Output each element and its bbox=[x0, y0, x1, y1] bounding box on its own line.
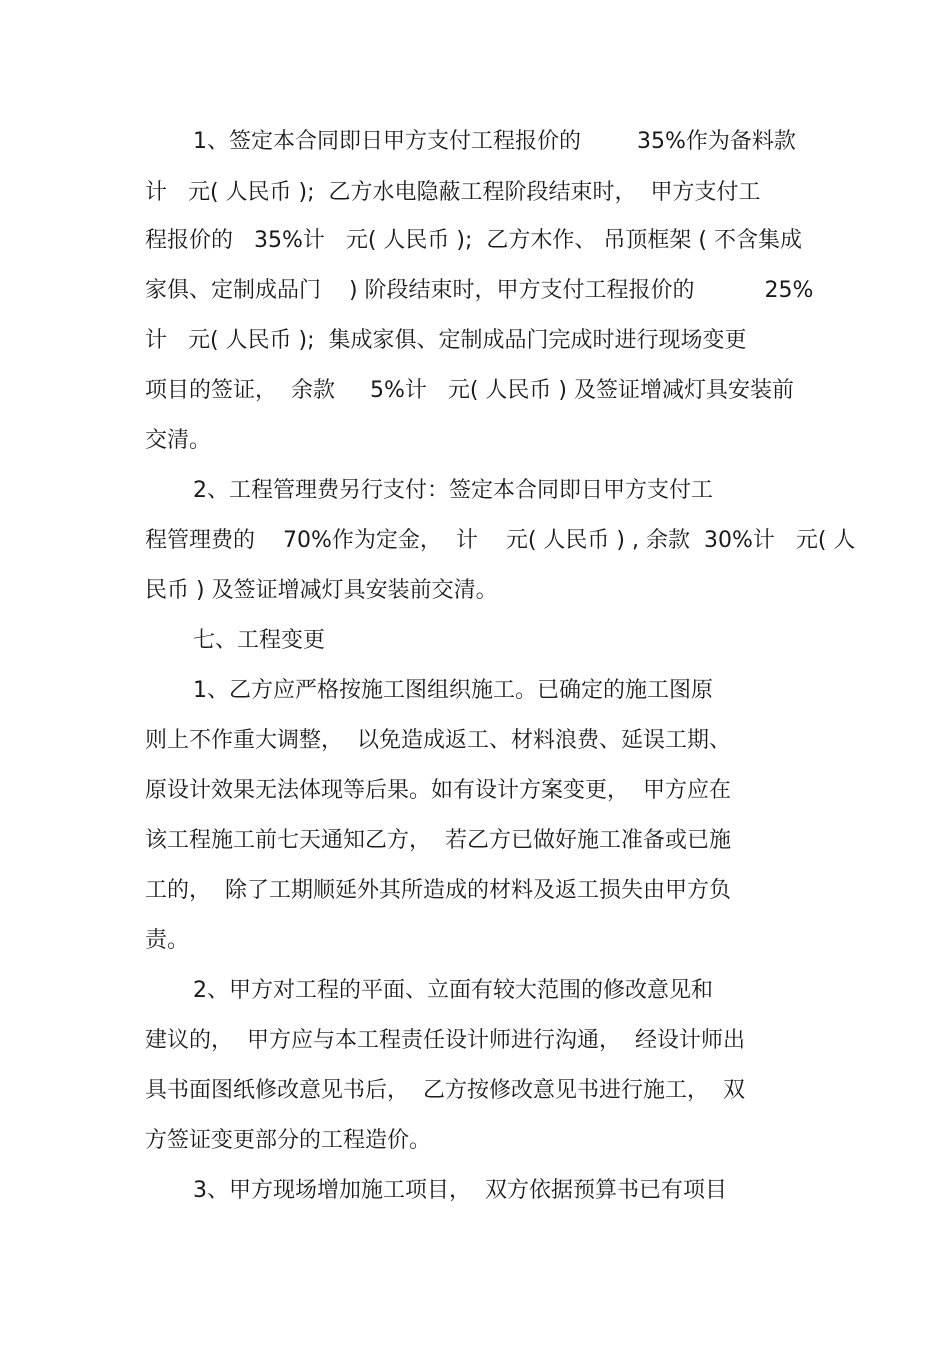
text-line: 程报价的 35%计 元( 人民币 ); 乙方木作、 吊顶框架 ( 不含集成 bbox=[145, 228, 802, 253]
text-line: 原设计效果无法体现等后果。如有设计方案变更， 甲方应在 bbox=[145, 778, 731, 803]
section-heading: 七、工程变更 bbox=[193, 628, 326, 653]
text-line: 家俱、定制成品门 ) 阶段结束时，甲方支付工程报价的 25% bbox=[145, 278, 814, 303]
text-line: 2、甲方对工程的平面、立面有较大范围的修改意见和 bbox=[193, 978, 713, 1003]
text-line: 方签证变更部分的工程造价。 bbox=[145, 1128, 432, 1153]
text-line: 1、乙方应严格按施工图组织施工。已确定的施工图原 bbox=[193, 678, 713, 703]
text-line: 责。 bbox=[145, 928, 190, 953]
text-line: 2、工程管理费另行支付：签定本合同即日甲方支付工 bbox=[193, 478, 713, 503]
text-line: 计 元( 人民币 ); 乙方水电隐蔽工程阶段结束时， 甲方支付工 bbox=[145, 180, 761, 205]
text-line: 交清。 bbox=[145, 428, 212, 453]
text-line: 该工程施工前七天通知乙方， 若乙方已做好施工准备或已施 bbox=[145, 828, 731, 853]
text-line: 计 元( 人民币 ); 集成家俱、定制成品门完成时进行现场变更 bbox=[145, 328, 747, 353]
text-line: 项目的签证， 余款 5%计 元( 人民币 ) 及签证增减灯具安装前 bbox=[145, 378, 794, 403]
text-line: 3、甲方现场增加施工项目， 双方依据预算书已有项目 bbox=[193, 1178, 727, 1203]
text-line: 1、签定本合同即日甲方支付工程报价的 35%作为备料款 bbox=[193, 129, 796, 154]
text-line: 民币 ) 及签证增减灯具安装前交清。 bbox=[145, 578, 498, 603]
text-line: 则上不作重大调整， 以免造成返工、材料浪费、延误工期、 bbox=[145, 728, 731, 753]
text-line: 工的， 除了工期顺延外其所造成的材料及返工损失由甲方负 bbox=[145, 878, 731, 903]
text-line: 程管理费的 70%作为定金， 计 元( 人民币 ) , 余款 30%计 元( 人 bbox=[145, 528, 856, 553]
text-line: 具书面图纸修改意见书后， 乙方按修改意见书进行施工， 双 bbox=[145, 1078, 745, 1103]
text-line: 建议的， 甲方应与本工程责任设计师进行沟通， 经设计师出 bbox=[145, 1028, 745, 1053]
